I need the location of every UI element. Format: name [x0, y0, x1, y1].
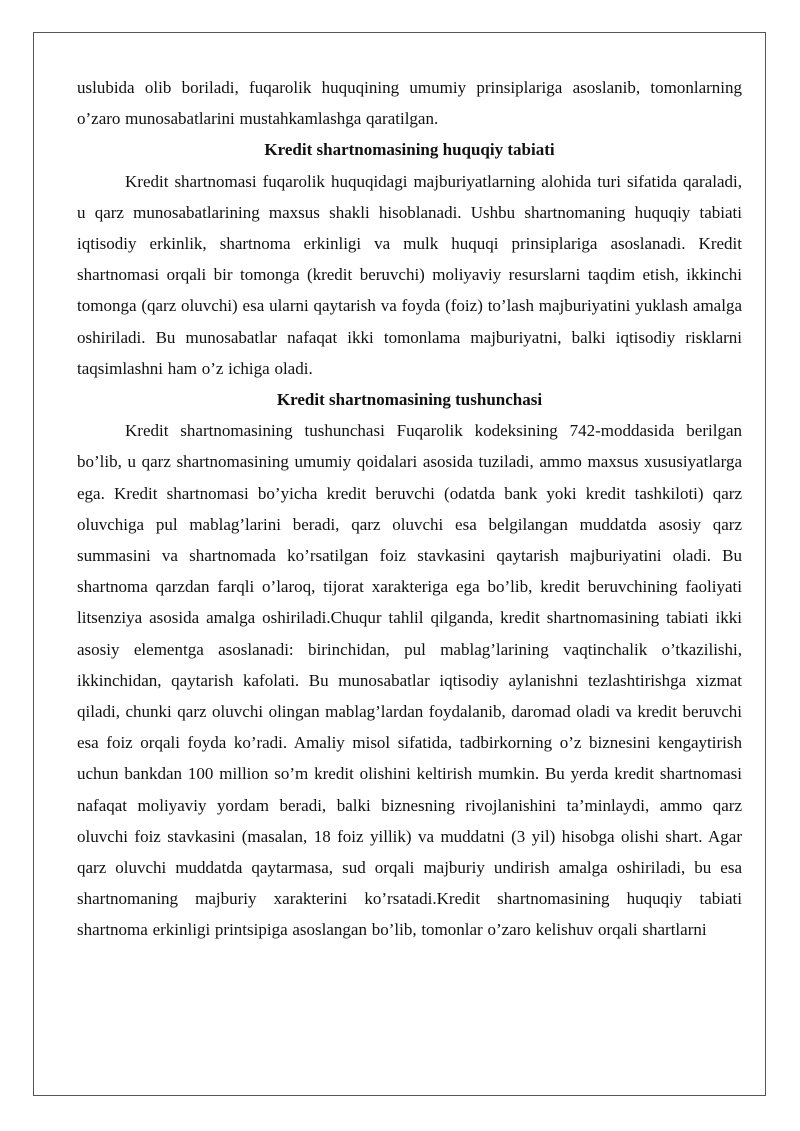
- section-heading-legal-nature: Kredit shartnomasining huquqiy tabiati: [264, 140, 555, 160]
- section-heading-concept: Kredit shartnomasining tushunchasi: [276, 390, 543, 410]
- paragraph-concept: Kredit shartnomasining tushunchasi Fuqarolik kodeksining 742-moddasida berilgan bo’lib, u qarz shartnomasining umumiy qoidalari asosida tuziladi, ammo maxsus xususiyatlarga ega. Kredit shartnomasi bo’yicha kredit beruvchi (odatda bank yoki kredit tashkiloti) qarz oluvchiga pul mablag’larini beradi, qarz oluvchi esa belgilangan muddatda asosiy qarz summasini va shartnomada ko’rsatilgan foiz stavkasini qaytarish majburiyatini oladi. Bu shartnoma qarzdan farqli o’laroq, tijorat xarakteriga ega bo’lib, kredit beruvchining faoliyati litsenziya asosida amalga oshiriladi.Chuqur tahlil qilganda, kredit shartnomasining tabiati ikki asosiy elementga asoslanadi: birinchidan, pul mablag’larining vaqtinchalik o’tkazilishi, ikkinchidan, qaytarish kafolati. Bu munosabatlar iqtisodiy aylanishni tezlashtirishga xizmat qiladi, chunki qarz oluvchi olingan mablag’lardan foydalanib, daromad oladi va kredit beruvchi esa foiz orqali foyda ko’radi. Amaliy misol sifatida, tadbirkorning o’z biznesini kengaytirish uchun bankdan 100 million so’m kredit olishini keltirish mumkin. Bu yerda kredit shartnomasi nafaqat moliyaviy yordam beradi, balki biznesning rivojlanishini ta’minlaydi, ammo qarz oluvchi foiz stavkasini (masalan, 18 foiz yillik) va muddatni (3 yil) hisobga olishi shart. Agar qarz oluvchi muddatda qaytarmasa, sud orqali majburiy undirish amalga oshiriladi, bu esa shartnomaning majburiy xarakterini ko’rsatadi.Kredit shartnomasining huquqiy tabiati shartnoma erkinligi printsipiga asoslangan bo’lib, tomonlar o’zaro kelishuv orqali shartlarni: [77, 421, 742, 940]
- paragraph-continuation: uslubida olib boriladi, fuqarolik huquqining umumiy prinsiplariga asoslanib, tomonlarning o’zaro munosabatlarini mustahkamlashga qaratilgan.: [77, 78, 742, 129]
- document-body: [77, 72, 742, 946]
- paragraph-legal-nature: Kredit shartnomasi fuqarolik huquqidagi majburiyatlarning alohida turi sifatida qaraladi, u qarz munosabatlarining maxsus shakli hisoblanadi. Ushbu shartnomaning huquqiy tabiati iqtisodiy erkinlik, shartnoma erkinligi va mulk huquqi prinsiplariga asoslanadi. Kredit shartnomasi orqali bir tomonga (kredit beruvchi) moliyaviy resurslarni taqdim etish, ikkinchi tomonga (qarz oluvchi) esa ularni qaytarish va foyda (foiz) to’lash majburiyatini yuklash amalga oshiriladi. Bu munosabatlar nafaqat ikki tomonlama majburiyatni, balki iqtisodiy risklarni taqsimlashni ham o’z ichiga oladi.: [77, 171, 742, 378]
